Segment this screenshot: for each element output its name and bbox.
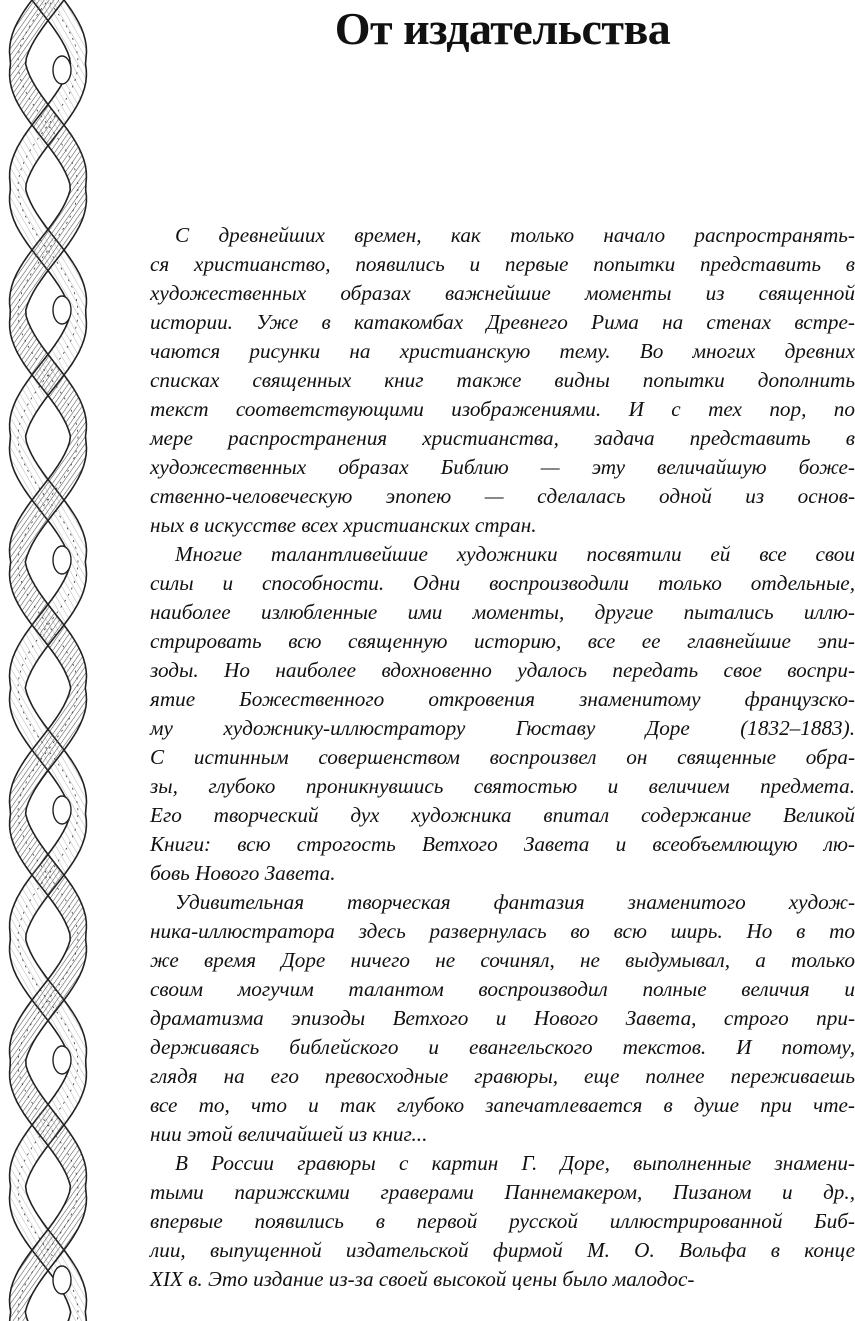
publisher-foreword-text <box>150 221 855 1294</box>
paragraph <box>150 221 855 540</box>
text-line: держиваясь библейского и евангельского текстов. И потому, <box>150 1035 855 1059</box>
text-line: чаются рисунки на христианскую тему. Во многих древних <box>150 339 855 363</box>
text-line: лии, выпущенной издательской фирмой М. О. Вольфа в конце <box>150 1238 855 1262</box>
paragraph <box>150 540 855 888</box>
text-line: истории. Уже в катакомбах Древнего Рима на стенах встре- <box>150 310 855 334</box>
text-line: драматизма эпизоды Ветхого и Нового Завета, строго при- <box>150 1006 855 1030</box>
text-line: ственно-человеческую эпопею — сделалась одной из основ- <box>150 484 855 508</box>
text-line: списках священных книг также видны попытки дополнить <box>150 368 855 392</box>
text-line: Многие талантливейшие художники посвятили ей все свои <box>175 542 855 566</box>
text-line: своим могучим талантом воспроизводил полные величия и <box>150 977 855 1001</box>
text-line: текст соответствующими изображениями. И с тех пор, по <box>150 397 855 421</box>
text-line: мере распространения христианства, задача представить в <box>150 426 855 450</box>
text-line: Удивительная творческая фантазия знаменитого худож- <box>175 890 855 914</box>
text-line: бовь Нового Завета. <box>150 861 336 885</box>
text-line: впервые появились в первой русской иллюстрированной Биб- <box>150 1209 855 1233</box>
ribbon-curl <box>53 796 71 824</box>
text-line: наиболее излюбленные ими моменты, другие пытались иллю- <box>150 600 855 624</box>
engraved-scroll-ribbon-icon <box>0 0 100 1321</box>
paragraph <box>150 1149 855 1294</box>
text-line: силы и способности. Одни воспроизводили только отдельные, <box>150 571 855 595</box>
ribbon-curl <box>53 1266 71 1294</box>
text-line: XIX в. Это издание из-за своей высокой цены было малодос- <box>150 1267 695 1291</box>
text-line: ятие Божественного откровения знаменитому французско- <box>150 687 855 711</box>
text-line: глядя на его превосходные гравюры, еще полнее переживаешь <box>150 1064 855 1088</box>
ribbon-curl <box>53 296 71 324</box>
text-line: ся христианство, появились и первые попытки представить в <box>150 252 855 276</box>
text-line: Книги: всю строгость Ветхого Завета и всеобъемлющую лю- <box>150 832 855 856</box>
text-line: все то, что и так глубоко запечатлевается в душе при чте- <box>150 1093 855 1117</box>
text-line: му художнику-иллюстратору Гюставу Доре (1832–1883). <box>150 716 855 740</box>
text-line: нии этой величайшей из книг... <box>150 1122 428 1146</box>
text-line: зоды. Но наиболее вдохновенно удалось передать свое воспри- <box>150 658 855 682</box>
page-title: От издательства <box>334 3 671 54</box>
text-line: С истинным совершенством воспроизвел он священные обра- <box>150 745 855 769</box>
text-line: тыми парижскими граверами Паннемакером, Пизаном и др., <box>150 1180 855 1204</box>
text-line: С древнейших времен, как только начало распространять- <box>175 223 855 247</box>
text-line: зы, глубоко проникнувшись святостью и величием предмета. <box>150 774 855 798</box>
ribbon-curl <box>53 1046 71 1074</box>
text-line: художественных образах важнейшие моменты из священной <box>150 281 855 305</box>
text-line: стрировать всю священную историю, все ее главнейшие эпи- <box>150 629 855 653</box>
text-line: В России гравюры с картин Г. Доре, выполненные знамени- <box>175 1151 855 1175</box>
ribbon-curl <box>53 56 71 84</box>
paragraph <box>150 888 855 1149</box>
text-line: же время Доре ничего не сочинял, не выдумывал, а только <box>150 948 855 972</box>
text-line: Его творческий дух художника впитал содержание Великой <box>150 803 855 827</box>
text-line: ных в искусстве всех христианских стран. <box>150 513 537 537</box>
text-line: художественных образах Библию — эту величайшую боже- <box>150 455 855 479</box>
text-line: ника-иллюстратора здесь развернулась во всю ширь. Но в то <box>150 919 855 943</box>
ribbon-curl <box>53 546 71 574</box>
